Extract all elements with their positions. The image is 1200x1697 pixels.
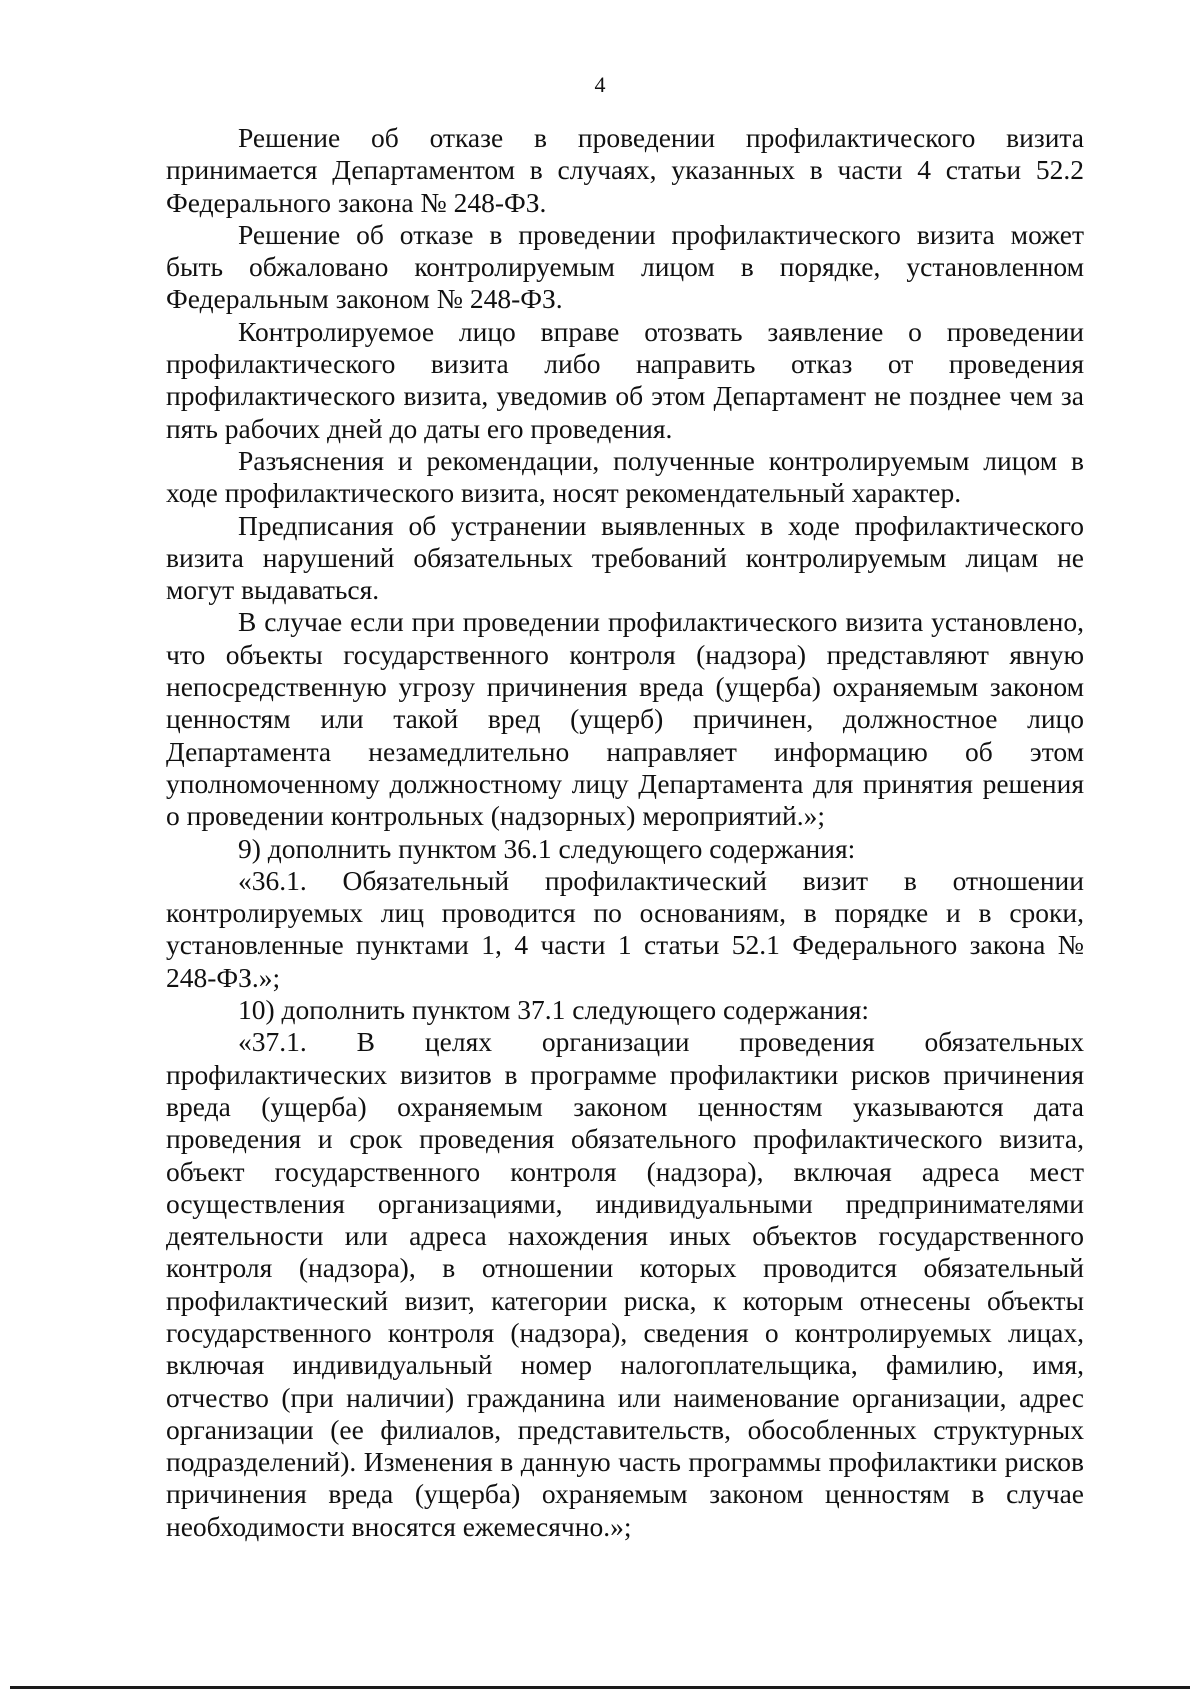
page-number: 4 — [594, 72, 606, 97]
paragraph-item-10: 10) дополнить пунктом 37.1 следующего содержания: — [238, 994, 870, 1026]
bottom-border-line — [10, 1686, 1190, 1689]
paragraph-clause-36-1: «36.1. Обязательный профилактический визит в отношении контролируемых лиц проводится по основаниям, в порядке и в сроки, установленные пунктами 1, 4 части 1 статьи 52.1 Федерального закона № 248-ФЗ.»; — [166, 864, 1084, 993]
paragraph-direct-threat: В случае если при проведении профилактического визита установлено, что объекты государственного контроля (надзора) представляют явную непосредственную угрозу причинения вреда (ущерба) охраняемым законом ценностям или такой вред (ущерб) причинен, должностное лицо Департамента незамедлительно направляет информацию об этом уполномоченному должностному лицу Департамента для принятия решения о проведении контрольных (надзорных) мероприятий.»; — [166, 606, 1084, 832]
paragraph-prescriptions: Предписания об устранении выявленных в ходе профилактического визита нарушений обязательных требований контролируемым лицам не могут выдаваться. — [166, 509, 1084, 606]
paragraph-recommendations: Разъяснения и рекомендации, полученные контролируемым лицом в ходе профилактического визита, носят рекомендательный характер. — [166, 444, 1084, 509]
paragraph-item-9: 9) дополнить пунктом 36.1 следующего содержания: — [238, 832, 856, 864]
paragraph-withdrawal: Контролируемое лицо вправе отозвать заявление о проведении профилактического визита либо направить отказ от проведения профилактического визита, уведомив об этом Департамент не позднее чем за пять рабочих дней до даты его проведения. — [166, 315, 1084, 444]
paragraph-clause-37-1: «37.1. В целях организации проведения обязательных профилактических визитов в программе профилактики рисков причинения вреда (ущерба) охраняемым законом ценностям указываются дата проведения и срок проведения обязательного профилактического визита, объект государственного контроля (надзора), включая адреса мест осуществления организациями, индивидуальными предпринимателями деятельности или адреса нахождения иных объектов государственного контроля (надзора), в отношении которых проводится обязательный профилактический визит, категории риска, к которым отнесены объекты государственного контроля (надзора), сведения о контролируемых лицах, включая индивидуальный номер налогоплательщика, фамилию, имя, отчество (при наличии) гражданина или наименование организации, адрес организации (ее филиалов, представительств, обособленных структурных подразделений). Изменения в данную часть программы профилактики рисков причинения вреда (ущерба) охраняемым законом ценностям в случае необходимости вносятся ежемесячно.»; — [166, 1026, 1084, 1542]
document-body — [166, 122, 1084, 1543]
paragraph-appeal: Решение об отказе в проведении профилактического визита может быть обжаловано контролируемым лицом в порядке, установленном Федеральным законом № 248-ФЗ. — [166, 218, 1084, 315]
paragraph-refusal-decision: Решение об отказе в проведении профилактического визита принимается Департаментом в случаях, указанных в части 4 статьи 52.2 Федерального закона № 248-ФЗ. — [166, 122, 1084, 218]
